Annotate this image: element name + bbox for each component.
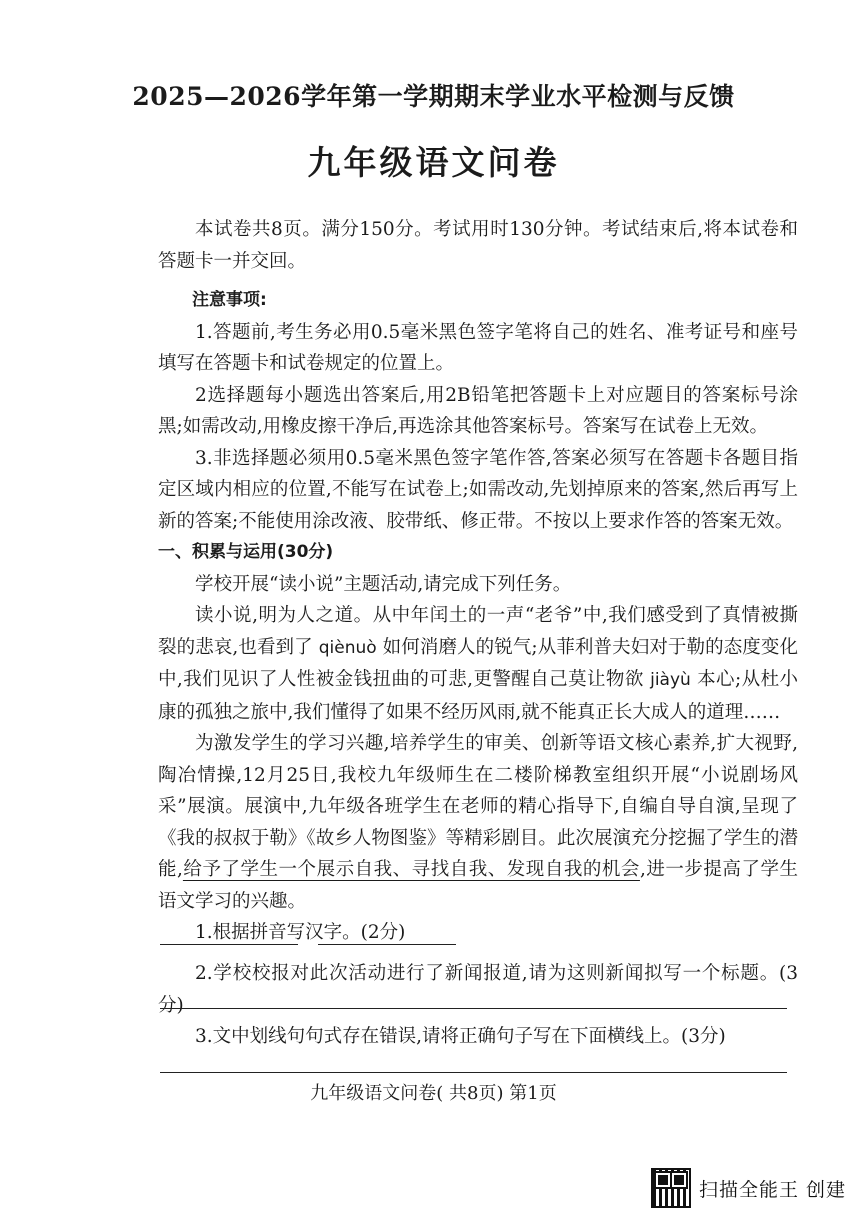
question-2: 2.学校校报对此次活动进行了新闻报道,请为这则新闻拟写一个标题。(3分): [158, 963, 798, 1016]
notes-item-2: 2选择题每小题选出答案后,用2B铅笔把答题卡上对应题目的答案标号涂黑;如需改动,用橡皮擦干净后,再选涂其他答案标号。答案写在试卷上无效。: [158, 384, 798, 437]
exam-title: 九年级语文问卷: [307, 143, 560, 182]
answer-line-q1-b[interactable]: [318, 944, 456, 945]
underlined-sentence: 给予了学生一个展示自我、寻找自我、发现自我的机会: [182, 859, 640, 880]
news-text-1: 为激发学生的学习兴趣,培养学生的审美、创新等语文核心素养,扩大视野,陶冶情操,12月25日,我校九年级师生在二楼阶梯教室组织开展“小说剧场风采”展演。展演中,九年级各班学生在老师的精心指导下,自编自导自演,呈现了《我的叔叔于勒》《故乡人物图鉴》等精彩剧目。此次展演充分挖掘了学生的潜能,: [158, 733, 798, 880]
passage-text-1: 读小说,明为人之道。从中年闰土的一声“老爷”中,我们感受到了真情被撕裂的悲哀,也看到了: [158, 605, 798, 658]
pinyin-1: qiènuò: [318, 637, 377, 658]
notes-heading: 注意事项:: [192, 290, 267, 310]
section-heading: 一、积累与运用(30分): [158, 542, 334, 562]
task-instruction: 学校开展“读小说”主题活动,请完成下列任务。: [195, 573, 572, 595]
watermark-text: 扫描全能王 创建: [699, 1178, 847, 1201]
answer-line-q1-a[interactable]: [160, 944, 298, 945]
question-1: 1.根据拼音写汉字。(2分): [195, 922, 406, 943]
answer-line-q3[interactable]: [160, 1072, 787, 1073]
qr-code-icon: [651, 1168, 691, 1208]
pinyin-2: jiàyù: [650, 670, 691, 690]
passage-reading: [158, 600, 798, 728]
notes-item-3: 3.非选择题必须用0.5毫米黑色签字笔作答,答案必须写在答题卡各题目指定区域内相应的位置,不能写在试卷上;如需改动,先划掉原来的答案,然后再写上新的答案;不能使用涂改液、胶带纸、修正带。不按以上要求作答的答案无效。: [158, 447, 798, 532]
passage-text-3: 本心;从杜小康的孤独之旅中,我们懂得了如果不经历风雨,就不能真正长大成人的道理……: [158, 669, 798, 723]
page-footer: 九年级语文问卷( 共8页) 第1页: [310, 1083, 557, 1104]
scanner-watermark: [651, 1165, 851, 1211]
question-3: 3.文中划线句句式存在错误,请将正确句子写在下面横线上。(3分): [195, 1026, 726, 1047]
passage-text-2: 如何消磨人的锐气;从菲利普夫妇对于勒的态度变化中,我们见识了人性被金钱扭曲的可悲,更警醒自己莫让物欲: [158, 636, 798, 690]
news-text-2: ,进一步提高了学生语文学习的兴趣。: [158, 859, 798, 912]
exam-body: [158, 214, 798, 949]
passage-news: [158, 728, 798, 917]
answer-line-q2[interactable]: [160, 1008, 787, 1009]
intro-paragraph: 本试卷共8页。满分150分。考试用时130分钟。考试结束后,将本试卷和答题卡一并交回。: [158, 219, 798, 272]
exam-subtitle: 2025—2026学年第一学期期末学业水平检测与反馈: [132, 82, 735, 111]
notes-item-1: 1.答题前,考生务必用0.5毫米黑色签字笔将自己的姓名、准考证号和座号填写在答题卡和试卷规定的位置上。: [158, 321, 798, 374]
